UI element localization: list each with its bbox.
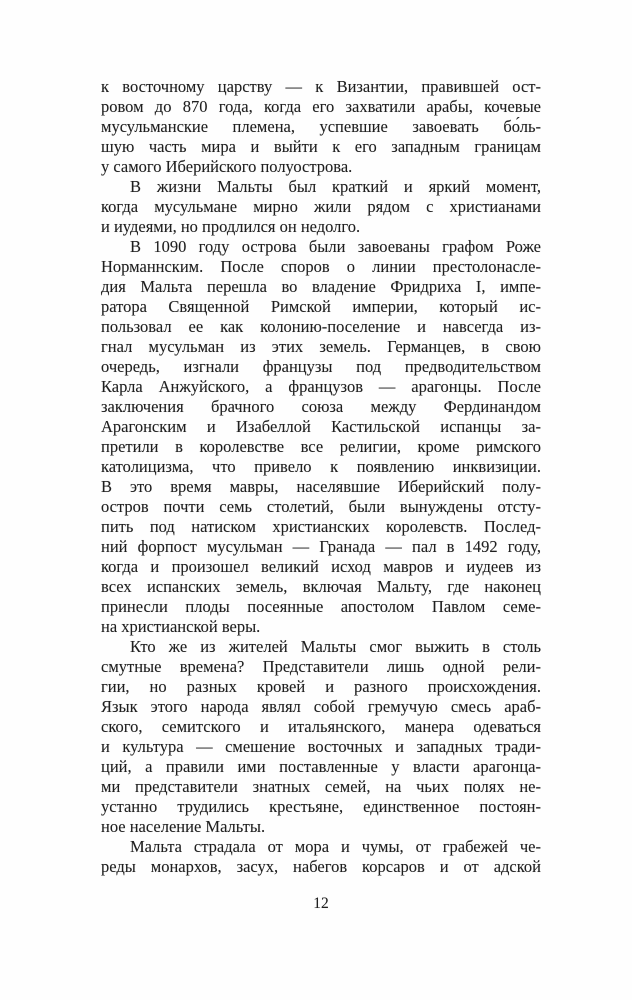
text-line: пользовал ее как колонию-поселение и навсегда из- <box>101 317 541 336</box>
paragraph <box>101 77 541 177</box>
text-line: реды монархов, засух, набегов корсаров и от адской <box>101 857 541 876</box>
text-line: ное население Мальты. <box>101 817 266 836</box>
text-line: остров почти семь столетий, были вынуждены отсту- <box>101 497 541 516</box>
text-line: принесли плоды посеянные апостолом Павлом семе- <box>101 597 541 616</box>
text-line: Мальта страдала от мора и чумы, от грабежей че- <box>130 837 541 856</box>
paragraph <box>101 177 541 237</box>
text-line: гии, но разных кровей и разного происхождения. <box>101 677 541 696</box>
page-number: 12 <box>313 895 329 912</box>
text-line: дия Мальта перешла во владение Фридриха I, импе- <box>101 277 541 296</box>
text-line: мусульманские племена, успевшие завоевать бо́ль- <box>101 117 541 136</box>
text-line: ций, а правили ими поставленные у власти арагонца- <box>101 757 541 776</box>
text-line: Карла Анжуйского, а французов — арагонцы. После <box>101 377 541 396</box>
text-line: когда мусульмане мирно жили рядом с христианами <box>101 197 541 216</box>
text-line: смутные времена? Представители лишь одной рели- <box>101 657 541 676</box>
page-body <box>101 77 541 877</box>
text-line: ровом до 870 года, когда его захватили арабы, кочевые <box>101 97 541 116</box>
text-line: Норманнским. После споров о линии престолонасле- <box>101 257 541 276</box>
text-line: очередь, изгнали французы под предводительством <box>101 357 541 376</box>
text-line: устанно трудились крестьяне, единственное постоян- <box>101 797 541 816</box>
text-line: В 1090 году острова были завоеваны графом Роже <box>130 237 541 256</box>
paragraph <box>101 637 541 837</box>
paragraph <box>101 837 541 877</box>
text-line: к восточному царству — к Византии, правившей ост- <box>101 77 541 96</box>
text-line: когда и произошел великий исход мавров и иудеев из <box>101 557 541 576</box>
text-line: всех испанских земель, включая Мальту, где наконец <box>101 577 541 596</box>
text-line: В жизни Мальты был краткий и яркий момент, <box>130 177 541 196</box>
text-line: на христианской веры. <box>101 617 261 636</box>
text-line: у самого Иберийского полуострова. <box>101 157 353 176</box>
text-line: и иудеями, но продлился он недолго. <box>101 217 361 236</box>
text-line: ратора Священной Римской империи, который ис- <box>101 297 541 316</box>
text-line: ний форпост мусульман — Гранада — пал в 1492 году, <box>101 537 541 556</box>
text-line: гнал мусульман из этих земель. Германцев, в свою <box>101 337 541 356</box>
text-line: католицизма, что привело к появлению инквизиции. <box>101 457 541 476</box>
text-line: Язык этого народа являл собой гремучую смесь араб- <box>101 697 541 716</box>
text-line: и культура — смешение восточных и западных тради- <box>101 737 541 756</box>
text-line: пить под натиском христианских королевств. Послед- <box>101 517 541 536</box>
text-line: Кто же из жителей Мальты смог выжить в столь <box>130 637 541 656</box>
text-line: претили в королевстве все религии, кроме римского <box>101 437 541 456</box>
paragraph <box>101 237 541 637</box>
text-line: Арагонским и Изабеллой Кастильской испанцы за- <box>101 417 541 436</box>
text-line: В это время мавры, населявшие Иберийский полу- <box>101 477 541 496</box>
text-line: шую часть мира и выйти к его западным границам <box>101 137 541 156</box>
text-line: ского, семитского и итальянского, манера одеваться <box>101 717 541 736</box>
text-line: заключения брачного союза между Фердинандом <box>101 397 541 416</box>
text-line: ми представители знатных семей, на чьих полях не- <box>101 777 541 796</box>
